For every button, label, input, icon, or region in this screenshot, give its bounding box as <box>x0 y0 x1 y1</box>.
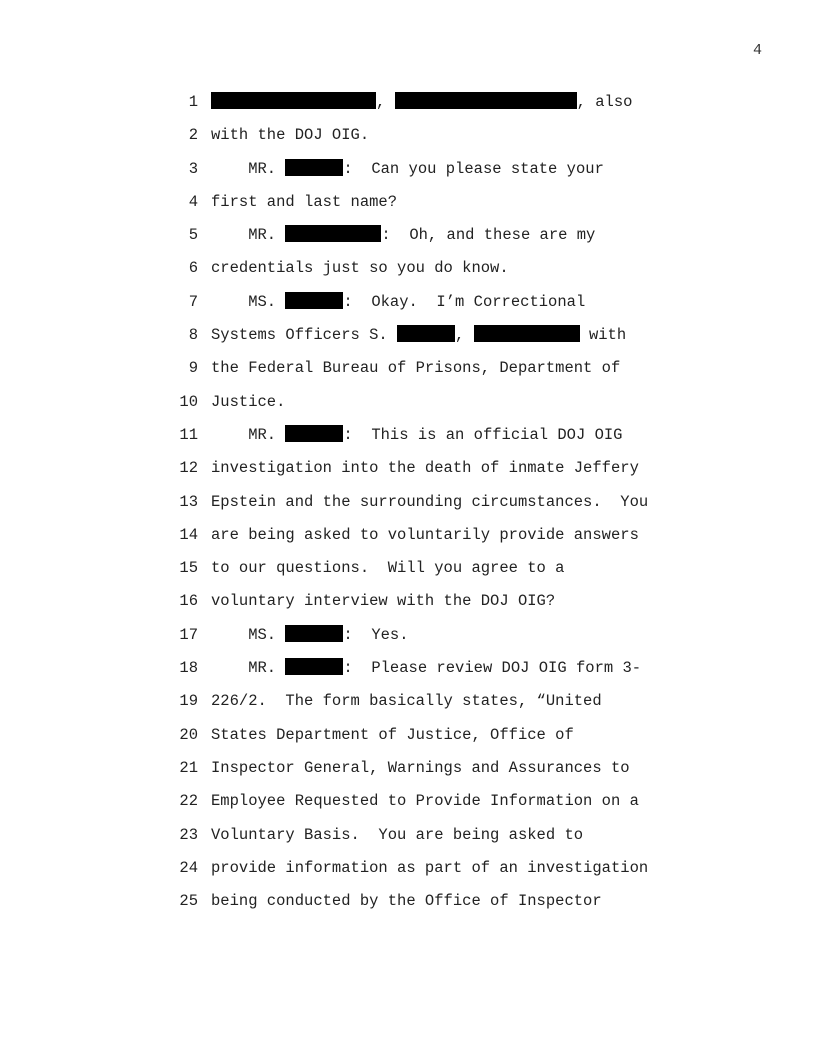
line-text-segment: being conducted by the Office of Inspector <box>211 892 602 911</box>
line-text-segment: , <box>455 326 474 345</box>
line-text-segment: Employee Requested to Provide Information on a <box>211 792 639 811</box>
line-text <box>211 286 585 319</box>
line-text <box>211 519 639 552</box>
redaction-box <box>395 92 577 109</box>
line-text <box>211 652 641 685</box>
line-number: 9 <box>188 359 198 378</box>
transcript-line <box>0 785 816 818</box>
line-text <box>211 685 602 718</box>
redaction-box <box>285 425 343 442</box>
line-text-segment: credentials just so you do know. <box>211 259 509 278</box>
line-number: 23 <box>179 825 198 844</box>
line-number: 12 <box>179 459 198 478</box>
transcript-line <box>0 86 816 119</box>
line-text-segment: , also <box>576 93 633 111</box>
line-text <box>211 219 595 252</box>
line-text <box>211 752 630 785</box>
redaction-box <box>285 225 381 242</box>
line-text-segment: : This is an official DOJ OIG <box>343 425 623 444</box>
line-text <box>211 419 622 452</box>
redaction-box <box>211 92 376 109</box>
line-text-segment: MR. <box>211 159 286 178</box>
line-number: 4 <box>188 192 198 211</box>
line-text-segment: Systems Officers S. <box>211 326 398 345</box>
line-number: 20 <box>179 725 198 744</box>
line-text-segment: to our questions. Will you agree to a <box>211 559 565 578</box>
line-number: 13 <box>179 492 198 511</box>
line-number: 7 <box>188 292 198 311</box>
line-text <box>211 153 604 186</box>
redaction-box <box>285 658 343 675</box>
transcript-line <box>0 452 816 485</box>
line-text-segment: provide information as part of an investigation <box>211 858 649 877</box>
line-text-segment: Voluntary Basis. You are being asked to <box>211 825 584 844</box>
transcript-line <box>0 186 816 219</box>
line-text <box>211 252 509 285</box>
transcript-line <box>0 719 816 752</box>
line-text <box>211 486 648 519</box>
redaction-box <box>285 159 343 176</box>
line-text-segment: Epstein and the surrounding circumstances. You <box>211 492 649 511</box>
line-text-segment: first and last name? <box>211 192 398 211</box>
transcript-line <box>0 619 816 652</box>
line-text-segment: 226/2. The form basically states, “United <box>211 692 602 711</box>
line-number: 11 <box>179 425 198 444</box>
line-number: 5 <box>188 226 198 245</box>
line-number: 14 <box>179 525 198 544</box>
line-number: 10 <box>179 392 198 411</box>
transcript-line <box>0 552 816 585</box>
transcript-body <box>0 86 816 918</box>
line-text-segment: MR. <box>211 226 286 245</box>
line-number: 3 <box>188 159 198 178</box>
line-number: 25 <box>179 892 198 911</box>
line-text-segment: , <box>376 93 395 111</box>
line-number: 21 <box>179 758 198 777</box>
line-text <box>211 186 397 219</box>
transcript-line <box>0 486 816 519</box>
line-number: 15 <box>179 559 198 578</box>
line-text-segment: investigation into the death of inmate Jeffery <box>211 459 639 478</box>
line-number: 17 <box>179 625 198 644</box>
line-number: 16 <box>179 592 198 611</box>
transcript-line <box>0 885 816 918</box>
line-text-segment: voluntary interview with the DOJ OIG? <box>211 592 556 611</box>
transcript-line <box>0 319 816 352</box>
line-text-segment: MR. <box>211 659 286 678</box>
transcript-line <box>0 153 816 186</box>
line-text <box>211 386 285 419</box>
line-text-segment: States Department of Justice, Office of <box>211 725 574 744</box>
line-number: 6 <box>188 259 198 278</box>
line-text-segment: : Can you please state your <box>343 159 604 178</box>
line-text-segment: MR. <box>211 425 286 444</box>
line-text-segment: Justice. <box>211 392 286 411</box>
line-number: 24 <box>179 858 198 877</box>
line-text <box>211 885 602 918</box>
line-text <box>211 552 564 585</box>
line-text-segment: : Yes. <box>343 625 409 644</box>
line-text <box>211 352 620 385</box>
redaction-box <box>474 325 580 342</box>
line-number: 19 <box>179 692 198 711</box>
transcript-line <box>0 419 816 452</box>
transcript-line <box>0 119 816 152</box>
transcript-line <box>0 819 816 852</box>
line-text-segment: Inspector General, Warnings and Assurances to <box>211 758 630 777</box>
redaction-box <box>397 325 455 342</box>
transcript-line <box>0 286 816 319</box>
line-number: 22 <box>179 792 198 811</box>
line-text <box>211 319 626 352</box>
transcript-line <box>0 685 816 718</box>
line-text <box>211 785 639 818</box>
transcript-line <box>0 852 816 885</box>
transcript-line <box>0 352 816 385</box>
line-text <box>211 585 555 618</box>
page-number: 4 <box>752 42 762 59</box>
line-text-segment: : Oh, and these are my <box>381 226 596 245</box>
line-text <box>211 819 583 852</box>
line-text-segment: with <box>579 326 627 345</box>
transcript-line <box>0 252 816 285</box>
transcript-line <box>0 652 816 685</box>
transcript-line <box>0 752 816 785</box>
redaction-box <box>285 625 343 642</box>
line-text-segment: : Okay. I’m Correctional <box>343 292 586 311</box>
line-text-segment: MS. <box>211 625 286 644</box>
line-number: 1 <box>188 93 198 111</box>
line-text <box>211 852 648 885</box>
redaction-box <box>285 292 343 309</box>
line-text <box>211 119 369 152</box>
line-number: 2 <box>188 126 198 145</box>
transcript-line <box>0 386 816 419</box>
transcript-line <box>0 219 816 252</box>
line-text-segment: with the DOJ OIG. <box>211 126 370 145</box>
line-number: 18 <box>179 659 198 678</box>
line-text <box>211 452 639 485</box>
line-text <box>211 86 632 119</box>
line-text-segment: the Federal Bureau of Prisons, Department of <box>211 359 621 378</box>
line-number: 8 <box>188 326 198 345</box>
transcript-line <box>0 519 816 552</box>
line-text <box>211 619 409 652</box>
line-text-segment: : Please review DOJ OIG form 3- <box>343 659 642 678</box>
line-text <box>211 719 574 752</box>
line-text-segment: MS. <box>211 292 286 311</box>
transcript-line <box>0 585 816 618</box>
line-text-segment: are being asked to voluntarily provide answers <box>211 525 639 544</box>
